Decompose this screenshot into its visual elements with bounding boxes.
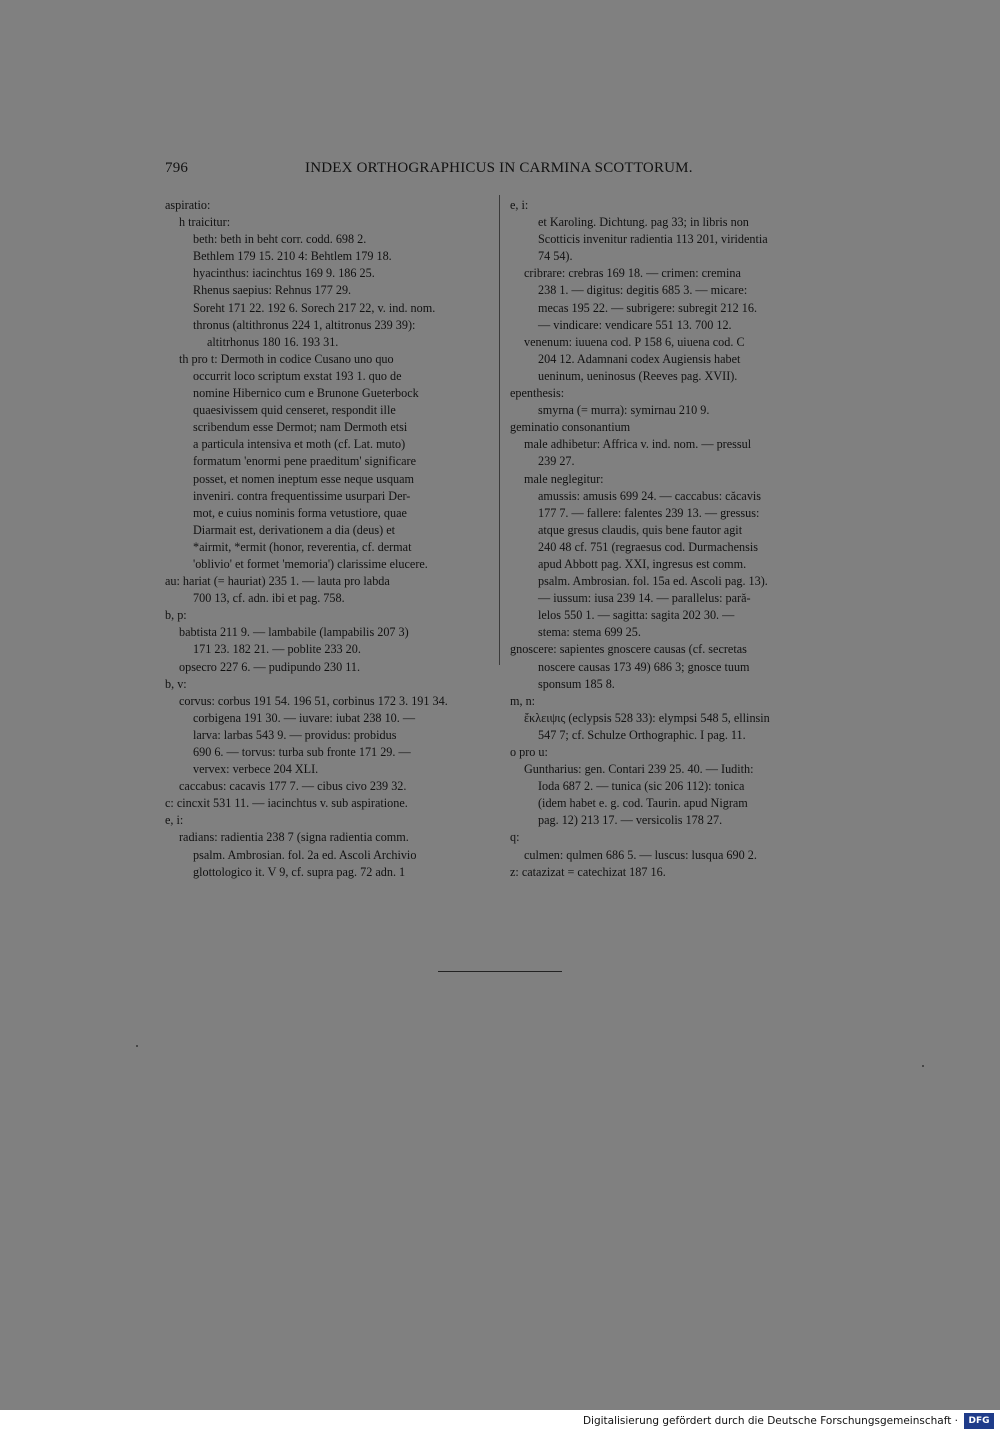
index-line: apud Abbott pag. XXI, ingresus est comm. <box>538 556 747 571</box>
index-line: m, n: <box>510 693 536 708</box>
index-line: b, v: <box>165 676 187 691</box>
index-line: nomine Hibernico cum e Brunone Gueterbock <box>193 386 419 401</box>
index-line: hyacinthus: iacinchtus 169 9. 186 25. <box>193 266 375 281</box>
index-line: thronus (altithronus 224 1, altitronus 239 39): <box>193 317 416 332</box>
index-line: q: <box>510 830 520 845</box>
scan-speck <box>922 1065 924 1067</box>
index-line: aspiratio: <box>165 198 211 212</box>
index-line: psalm. Ambrosian. fol. 15a ed. Ascoli pag. 13). <box>538 574 768 589</box>
index-line: h traicitur: <box>179 215 231 230</box>
index-line: inveniri. contra frequentissime usurpari Der- <box>193 488 411 503</box>
index-line: scribendum esse Dermot; nam Dermoth etsi <box>193 420 408 435</box>
index-line: quaesivissem quid censeret, respondit ille <box>193 403 396 418</box>
index-line: Rhenus saepius: Rehnus 177 29. <box>193 283 352 298</box>
right-column <box>510 197 835 881</box>
index-line: glottologico it. V 9, cf. supra pag. 72 adn. 1 <box>193 864 406 879</box>
index-line: 240 48 cf. 751 (regraesus cod. Durmachensis <box>538 539 758 554</box>
index-line: Scotticis invenitur radientia 113 201, viridentia <box>538 232 768 247</box>
index-line: corvus: corbus 191 54. 196 51, corbinus 172 3. 191 34. <box>179 693 448 708</box>
dfg-logo: DFG <box>964 1413 994 1429</box>
index-line: gnoscere: sapientes gnoscere causas (cf. secretas <box>510 642 747 657</box>
index-line: *airmit, *ermit (honor, reverentia, cf. dermat <box>193 539 412 554</box>
index-line: pag. 12) 213 17. — versicolis 178 27. <box>538 813 723 828</box>
index-line: beth: beth in beht corr. codd. 698 2. <box>193 232 367 247</box>
index-line: caccabus: cacavis 177 7. — cibus civo 239 32. <box>179 779 407 794</box>
index-line: atque gresus claudis, quis bene fautor agit <box>538 522 743 537</box>
index-line: 238 1. — digitus: degitis 685 3. — micare: <box>538 283 748 298</box>
index-line: 74 54). <box>538 249 573 264</box>
index-line: (idem habet e. g. cod. Taurin. apud Nigram <box>538 796 748 811</box>
index-line: corbigena 191 30. — iuvare: iubat 238 10. — <box>193 710 416 725</box>
index-line: ueninum, ueninosus (Reeves pag. XVII). <box>538 368 738 383</box>
index-line: 547 7; cf. Schulze Orthographic. I pag. 11. <box>538 727 746 742</box>
left-column <box>165 197 490 881</box>
index-line: b, p: <box>165 608 187 623</box>
index-line: z: catazizat = catechizat 187 16. <box>510 864 666 879</box>
index-line: amussis: amusis 699 24. — caccabus: căcavis <box>538 488 762 503</box>
index-line: opsecro 227 6. — pudipundo 230 11. <box>179 659 360 674</box>
index-line: geminatio consonantium <box>510 420 631 435</box>
index-line: male adhibetur: Affrica v. ind. nom. — pressul <box>524 437 752 452</box>
index-line: larva: larbas 543 9. — providus: probidus <box>193 727 397 742</box>
index-line: posset, et nomen ineptum esse neque usquam <box>193 471 415 486</box>
index-line: — iussum: iusa 239 14. — parallelus: pară- <box>538 591 751 606</box>
index-line: 204 12. Adamnani codex Augiensis habet <box>538 351 741 366</box>
running-title: INDEX ORTHOGRAPHICUS IN CARMINA SCOTTORUM. <box>305 160 693 176</box>
index-line: venenum: iuuena cod. P 158 6, uiuena cod. C <box>524 334 745 349</box>
index-line: Bethlem 179 15. 210 4: Behtlem 179 18. <box>193 249 392 264</box>
index-line: lelos 550 1. — sagitta: sagita 202 30. — <box>538 608 735 623</box>
index-line: stema: stema 699 25. <box>538 625 641 640</box>
index-line: e, i: <box>510 198 529 212</box>
index-line: th pro t: Dermoth in codice Cusano uno quo <box>179 351 394 366</box>
index-line: o pro u: <box>510 745 548 759</box>
index-line: psalm. Ambrosian. fol. 2a ed. Ascoli Archivio <box>193 847 417 862</box>
index-line: et Karoling. Dichtung. pag 33; in libris non <box>538 215 749 230</box>
index-line: 171 23. 182 21. — poblite 233 20. <box>193 642 361 657</box>
index-line: radians: radientia 238 7 (signa radientia comm. <box>179 830 409 845</box>
index-line: formatum 'enormi pene praeditum' significare <box>193 454 417 469</box>
index-line: vervex: verbece 204 XLI. <box>193 762 319 777</box>
page-number: 796 <box>165 160 189 176</box>
index-line: e, i: <box>165 813 184 828</box>
index-line: sponsum 185 8. <box>538 676 615 691</box>
index-line: Soreht 171 22. 192 6. Sorech 217 22, v. ind. nom. <box>193 300 436 315</box>
index-line: cribrare: crebras 169 18. — crimen: cremina <box>524 266 741 281</box>
end-rule <box>438 971 562 972</box>
index-line: 700 13, cf. adn. ibi et pag. 758. <box>193 591 345 606</box>
index-line: a particula intensiva et moth (cf. Lat. muto) <box>193 437 406 452</box>
footer-credit: Digitalisierung gefördert durch die Deutsche Forschungsgemeinschaft · <box>582 1415 958 1427</box>
index-line: noscere causas 173 49) 686 3; gnosce tuum <box>538 659 750 674</box>
scan-speck <box>136 1045 138 1047</box>
index-line: 690 6. — torvus: turba sub fronte 171 29. — <box>193 745 411 759</box>
index-line: altitrhonus 180 16. 193 31. <box>207 334 339 349</box>
index-line: Diarmait est, derivationem a dia (deus) et <box>193 522 396 537</box>
index-line: epenthesis: <box>510 386 565 401</box>
index-line: — vindicare: vendicare 551 13. 700 12. <box>538 317 732 332</box>
index-line: culmen: qulmen 686 5. — luscus: lusqua 690 2. <box>524 847 757 862</box>
page-header <box>165 160 695 184</box>
column-divider <box>499 195 500 665</box>
index-line: ἔκλειψις (eclypsis 528 33): elympsi 548 5, ellinsin <box>524 710 770 725</box>
index-line: au: hariat (= hauriat) 235 1. — lauta pro labda <box>165 574 390 589</box>
index-line: mot, e cuius nominis forma vetustiore, quae <box>193 505 407 520</box>
index-line: 'oblivio' et formet 'memoria') clarissime elucere. <box>193 556 428 571</box>
index-line: smyrna (= murra): symirnau 210 9. <box>538 403 710 418</box>
index-line: occurrit loco scriptum exstat 193 1. quo de <box>193 368 402 383</box>
index-line: 239 27. <box>538 454 575 469</box>
index-line: Ioda 687 2. — tunica (sic 206 112): tonica <box>538 779 745 794</box>
index-line: 177 7. — fallere: falentes 239 13. — gressus: <box>538 505 760 520</box>
index-line: Guntharius: gen. Contari 239 25. 40. — Iudith: <box>524 762 754 777</box>
index-line: mecas 195 22. — subrigere: subregit 212 16. <box>538 300 757 315</box>
index-line: c: cincxit 531 11. — iacinchtus v. sub aspiratione. <box>165 796 408 811</box>
index-line: male neglegitur: <box>524 471 604 486</box>
index-line: babtista 211 9. — lambabile (lampabilis 207 3) <box>179 625 409 640</box>
